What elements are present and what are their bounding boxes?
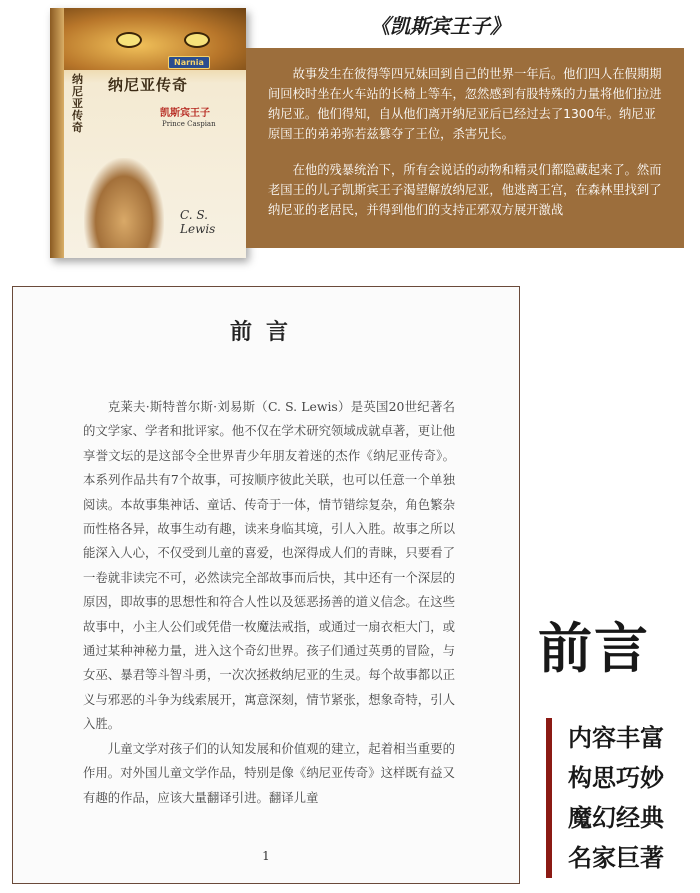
section-label: 前言 — [538, 617, 650, 680]
feature-list — [546, 718, 664, 878]
book-title: 《凯斯宾王子》 — [370, 14, 510, 38]
page-number: 1 — [262, 849, 270, 863]
feature-item: 内容丰富 — [568, 724, 664, 752]
feature-item: 名家巨著 — [568, 844, 664, 872]
synopsis-paragraph-2: 在他的残暴统治下，所有会说话的动物和精灵们都隐藏起来了。然而老国王的儿子凯斯宾王子渴望解放纳尼亚，他逃离王宫，在森林里找到了纳尼亚的老居民，并得到他们的支持正邪双方展开激战 — [268, 163, 662, 217]
cover-english-title: Prince Caspian — [162, 120, 216, 128]
preface-body — [83, 395, 455, 810]
feature-item: 构思巧妙 — [568, 764, 664, 792]
preface-heading: 前言 — [229, 319, 302, 345]
cover-subtitle: 凯斯宾王子 — [160, 108, 210, 119]
cover-spine — [50, 8, 64, 258]
book-cover-image — [50, 8, 246, 258]
feature-item: 魔幻经典 — [568, 804, 664, 832]
lion-face-illustration — [64, 8, 246, 70]
cover-author-signature: C. S. Lewis — [180, 208, 216, 236]
preface-page — [12, 286, 520, 884]
lion-eye-right — [184, 32, 210, 48]
lion-eye-left — [116, 32, 142, 48]
preface-paragraph-2: 儿童文学对孩子们的认知发展和价值观的建立，起着相当重要的作用。对外国儿童文学作品，特别是像《纳尼亚传奇》这样既有益又有趣的作品，应该大量翻译引进。翻译儿童 — [83, 740, 455, 805]
cover-characters-illustration — [84, 158, 164, 248]
synopsis-panel — [246, 48, 684, 248]
preface-paragraph-1: 克莱夫·斯特普尔斯·刘易斯（C. S. Lewis）是英国20世纪著名的文学家、学者和批评家。他不仅在学术研究领域成就卓著，更让他享誉文坛的是这部令全世界青少年朋友着迷的杰作《纳尼亚传奇》。本系列作品共有7个故事，可按顺序彼此关联，也可以任意一个单独阅读。本故事集神话、童话、传奇于一体，情节错综复杂，角色繁杂而性格各异，故事生动有趣，读来身临其境，引人入胜。故事之所以能深入人心，不仅受到儿童的喜爱，也深得成人们的青睐，只要看了一卷就非读完不可，必然读完全部故事而后快，其中还有一个深层的原因，即故事的思想性和符合人性以及惩恶扬善的道义信念。在这些故事中，小主人公们或凭借一枚魔法戒指，或通过一扇衣柜大门，或通过某种神秘力量，进入这个奇幻世界。孩子们通过英勇的冒险，与女巫、暴君等斗智斗勇，一次次拯救纳尼亚的生灵。每个故事都以正义与邪恶的斗争为线索展开，寓意深刻，情节紧张，想象奇特，引人入胜。 — [83, 399, 455, 732]
cover-vertical-title: 纳尼亚传奇 — [72, 73, 83, 134]
narnia-logo: Narnia — [168, 56, 210, 69]
cover-series-title: 纳尼亚传奇 — [108, 76, 189, 94]
synopsis-paragraph-1: 故事发生在彼得等四兄妹回到自己的世界一年后。他们四人在假期期间回校时坐在火车站的长椅上等车，忽然感到有股特殊的力量将他们拉进纳尼亚。他们得知，自从他们离开纳尼亚后已经过去了1300年。纳尼亚原国王的弟弟弥若兹篡夺了王位，杀害兄长。 — [268, 67, 662, 141]
